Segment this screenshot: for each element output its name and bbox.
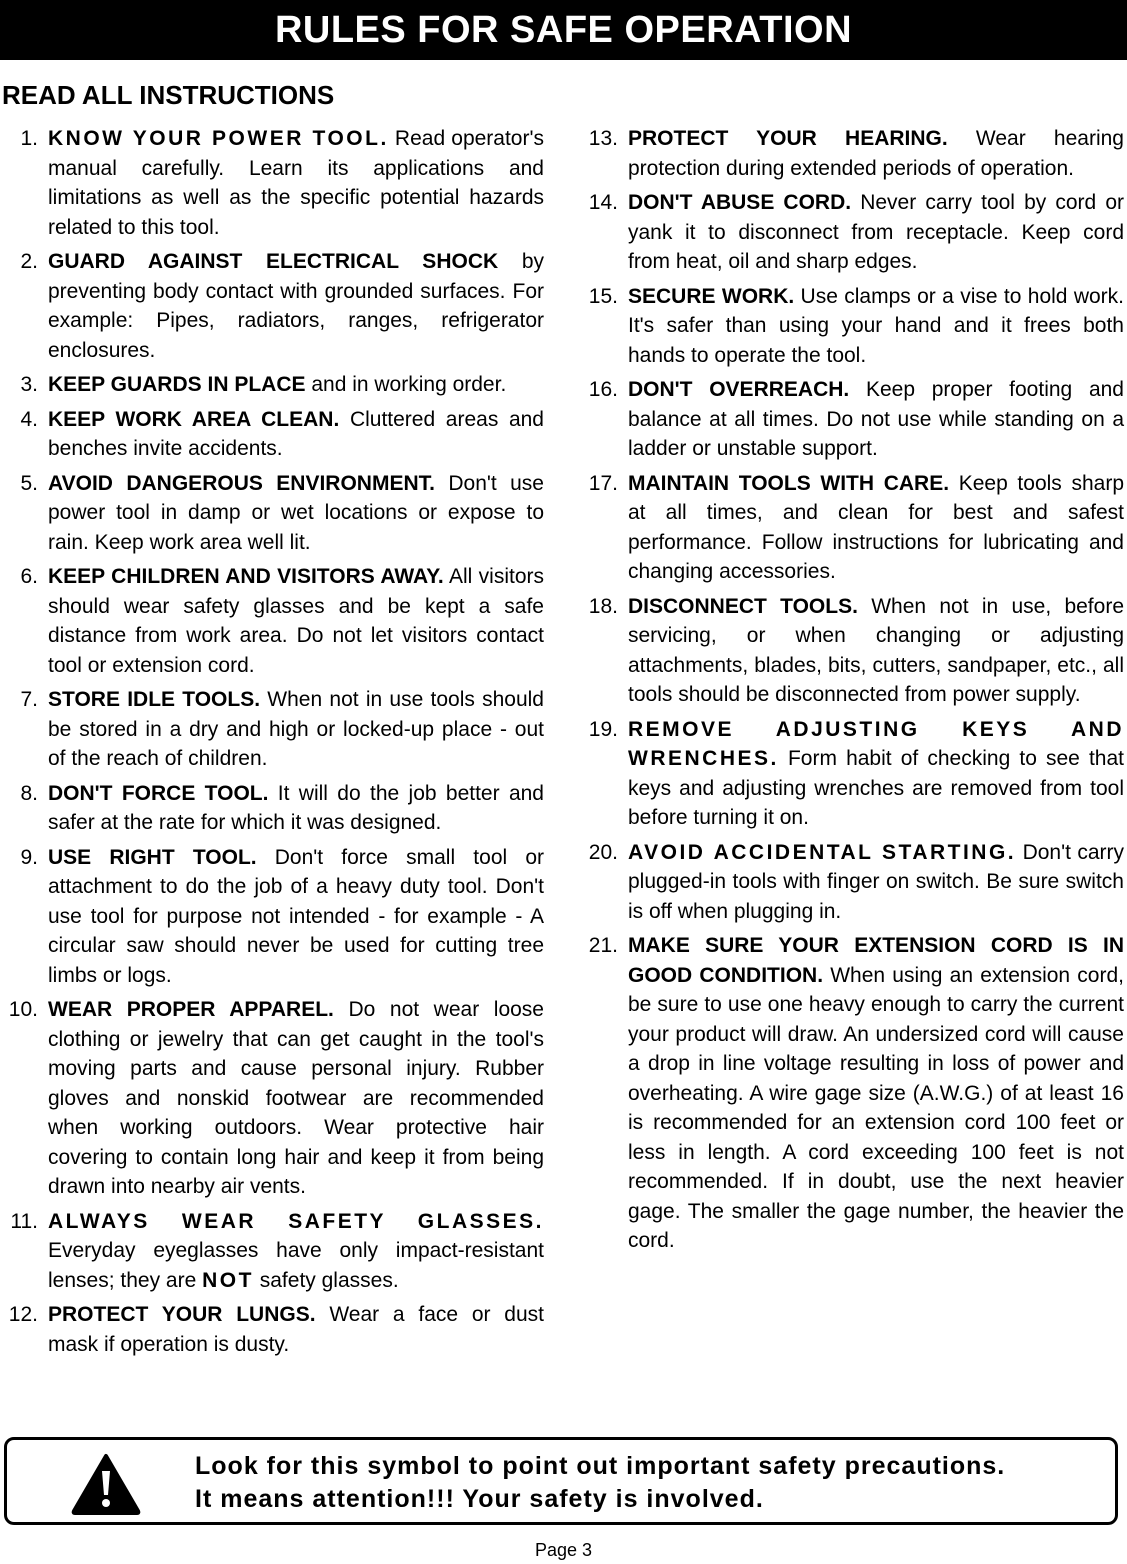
rule-item <box>0 370 544 400</box>
rule-number: 10. <box>8 998 38 1021</box>
rule-heading: STORE IDLE TOOLS. <box>48 688 261 711</box>
rule-number: 12. <box>8 1303 38 1326</box>
rule-heading: DON'T FORCE TOOL. <box>48 781 269 805</box>
rule-heading: USE RIGHT TOOL. <box>48 845 257 869</box>
rule-text: Don't force small tool or attachment to do the job of a heavy duty tool. Don't use tool for purpose not intended - for example - A circular saw should never be used for cutting tree limbs or logs. <box>48 845 544 987</box>
rule-text: All visitors should wear safety glasses and be kept a safe distance from work area. Do not let visitors contact tool or extension cord. <box>48 565 545 677</box>
rule-heading: AVOID ACCIDENTAL STARTING. <box>628 840 1017 864</box>
rule-number: 7. <box>20 688 38 711</box>
rule-item <box>0 247 544 365</box>
rule-item <box>0 843 544 991</box>
rule-heading: MAINTAIN TOOLS WITH CARE. <box>628 471 950 495</box>
rule-text: Cluttered areas and benches invite accidents. <box>48 407 544 460</box>
rule-heading: GUARD AGAINST ELECTRICAL SHOCK <box>48 250 499 273</box>
rule-number: 17. <box>588 471 618 495</box>
rule-number: 19. <box>588 717 618 741</box>
section-heading: READ ALL INSTRUCTIONS <box>2 80 335 110</box>
rule-text: Keep proper footing and balance at all times. Do not use while standing on a ladder or unstable support. <box>628 378 1124 460</box>
rule-number: 6. <box>20 565 38 588</box>
rule-text: Don't use power tool in damp or wet locations or expose to rain. Keep work area well lit. <box>48 471 544 554</box>
rule-number: 18. <box>588 594 618 618</box>
safety-notice-box <box>4 1437 1118 1525</box>
rule-item <box>0 124 544 242</box>
rule-text: Read operator's manual carefully. Learn its applications and limitations as well as the specific potential hazards related to this tool. <box>48 127 544 239</box>
rule-item <box>0 779 544 838</box>
rule-item <box>580 469 1124 587</box>
rule-text: Form habit of checking to see that keys and adjusting wrenches are removed from tool before turning it on. <box>628 747 1124 829</box>
rule-item <box>0 405 544 464</box>
page-number: Page 3 <box>534 1540 593 1560</box>
rule-text: safety glasses. <box>253 1268 399 1292</box>
rule-number: 13. <box>588 127 618 150</box>
rule-heading: MAKE SURE YOUR EXTENSION CORD IS IN GOOD CONDITION. <box>628 934 1124 987</box>
rule-heading: KEEP GUARDS IN PLACE <box>48 373 306 396</box>
rule-text: Use clamps or a vise to hold work. It's safer than using your hand and it frees both hands to operate the tool. <box>628 284 1124 367</box>
rule-heading: KEEP WORK AREA CLEAN. <box>48 407 340 431</box>
rule-number: 21. <box>588 934 618 957</box>
rule-text: Keep tools sharp at all times, and clean for best and safest performance. Follow instructions for lubricating and changing accessories. <box>628 471 1124 583</box>
rule-item <box>580 188 1124 277</box>
rule-item <box>580 124 1124 183</box>
rule-item <box>580 931 1124 1256</box>
rule-item <box>0 469 544 558</box>
safety-notice-line-2: It means attention!!! Your safety is involved. <box>195 1485 764 1513</box>
rule-number: 15. <box>588 284 618 308</box>
rule-heading: DON'T OVERREACH. <box>628 378 850 401</box>
rules-column-left <box>0 124 544 1364</box>
rule-heading: DISCONNECT TOOLS. <box>628 594 858 618</box>
warning-triangle-icon <box>71 1453 141 1515</box>
rule-number: 16. <box>588 378 618 401</box>
rule-number: 3. <box>20 373 38 396</box>
rule-text: by preventing body contact with grounded surfaces. For example: Pipes, radiators, ranges, refrigerator enclosures. <box>48 250 544 362</box>
rule-text: When not in use, before servicing, or when changing or adjusting attachments, blades, bits, cutters, sandpaper, etc., all tools should be disconnected from power supply. <box>628 594 1124 706</box>
rule-heading: DON'T ABUSE CORD. <box>628 191 852 214</box>
rule-item <box>0 685 544 774</box>
rule-item <box>580 375 1124 464</box>
rule-item <box>580 282 1124 371</box>
rule-text: Wear a face or dust mask if operation is dusty. <box>48 1303 545 1356</box>
rules-column-right <box>580 124 1124 1261</box>
rule-heading: KEEP CHILDREN AND VISITORS AWAY. <box>48 565 444 588</box>
rule-number: 9. <box>20 845 38 869</box>
rule-heading: ALWAYS WEAR SAFETY GLASSES. <box>48 1209 544 1233</box>
rule-text: and in working order. <box>305 373 507 396</box>
rule-heading: PROTECT YOUR LUNGS. <box>48 1303 316 1326</box>
rule-number: 1. <box>20 127 38 150</box>
rule-text: It will do the job better and safer at the rate for which it was designed. <box>48 781 544 834</box>
rule-item <box>580 715 1124 833</box>
rule-text: Everyday eyeglasses have only impact-resistant lenses; they are <box>48 1239 544 1292</box>
rule-text: When using an extension cord, be sure to use one heavy enough to carry the current your product will draw. An undersized cord will cause a drop in line voltage resulting in loss of power and overheating. A wire gage size (A.W.G.) of at least 16 is recommended for an extension cord 100 feet or less in length. A cord exceeding 100 feet is not recommended. If in doubt, use the next heavier gage. The smaller the gage number, the heavier the cord. <box>628 963 1124 1252</box>
rule-item <box>580 592 1124 710</box>
rule-heading: WEAR PROPER APPAREL. <box>48 998 334 1021</box>
rule-item <box>0 1207 544 1296</box>
rule-item <box>580 838 1124 927</box>
rule-number: 4. <box>20 407 38 431</box>
page-title: RULES FOR SAFE OPERATION <box>0 0 1127 60</box>
rule-emphasis: NOT <box>202 1268 254 1292</box>
rule-text: Don't carry plugged-in tools with finger on switch. Be sure switch is off when plugging in. <box>628 840 1125 923</box>
rule-number: 8. <box>20 781 38 805</box>
rule-heading: REMOVE ADJUSTING KEYS AND WRENCHES. <box>628 717 1124 770</box>
rule-number: 11. <box>10 1209 38 1233</box>
rule-heading: PROTECT YOUR HEARING. <box>628 127 948 150</box>
rule-item <box>0 1300 544 1359</box>
rule-number: 2. <box>20 250 38 273</box>
safety-notice-line-1: Look for this symbol to point out important safety precautions. <box>195 1452 1006 1480</box>
rule-heading: SECURE WORK. <box>628 284 795 308</box>
rule-item <box>0 995 544 1202</box>
rule-text: Do not wear loose clothing or jewelry that can get caught in the tool's moving parts and cause personal injury. Rubber gloves and nonskid footwear are recommended when working outdoors. Wear protective hair covering to contain long hair and keep it from being drawn into nearby air vents. <box>48 998 544 1198</box>
rule-item <box>0 562 544 680</box>
rule-number: 5. <box>20 471 38 495</box>
rule-text: When not in use tools should be stored in a dry and high or locked-up place - out of the reach of children. <box>48 688 544 770</box>
rule-number: 14. <box>588 191 618 214</box>
rule-text: Wear hearing protection during extended periods of operation. <box>628 127 1124 180</box>
rule-heading: KNOW YOUR POWER TOOL. <box>48 127 389 150</box>
safety-notice-text <box>195 1450 1005 1516</box>
rule-heading: AVOID DANGEROUS ENVIRONMENT. <box>48 471 435 495</box>
rule-text: Never carry tool by cord or yank it to disconnect from receptacle. Keep cord from heat, oil and sharp edges. <box>628 191 1124 273</box>
rule-number: 20. <box>588 840 618 864</box>
